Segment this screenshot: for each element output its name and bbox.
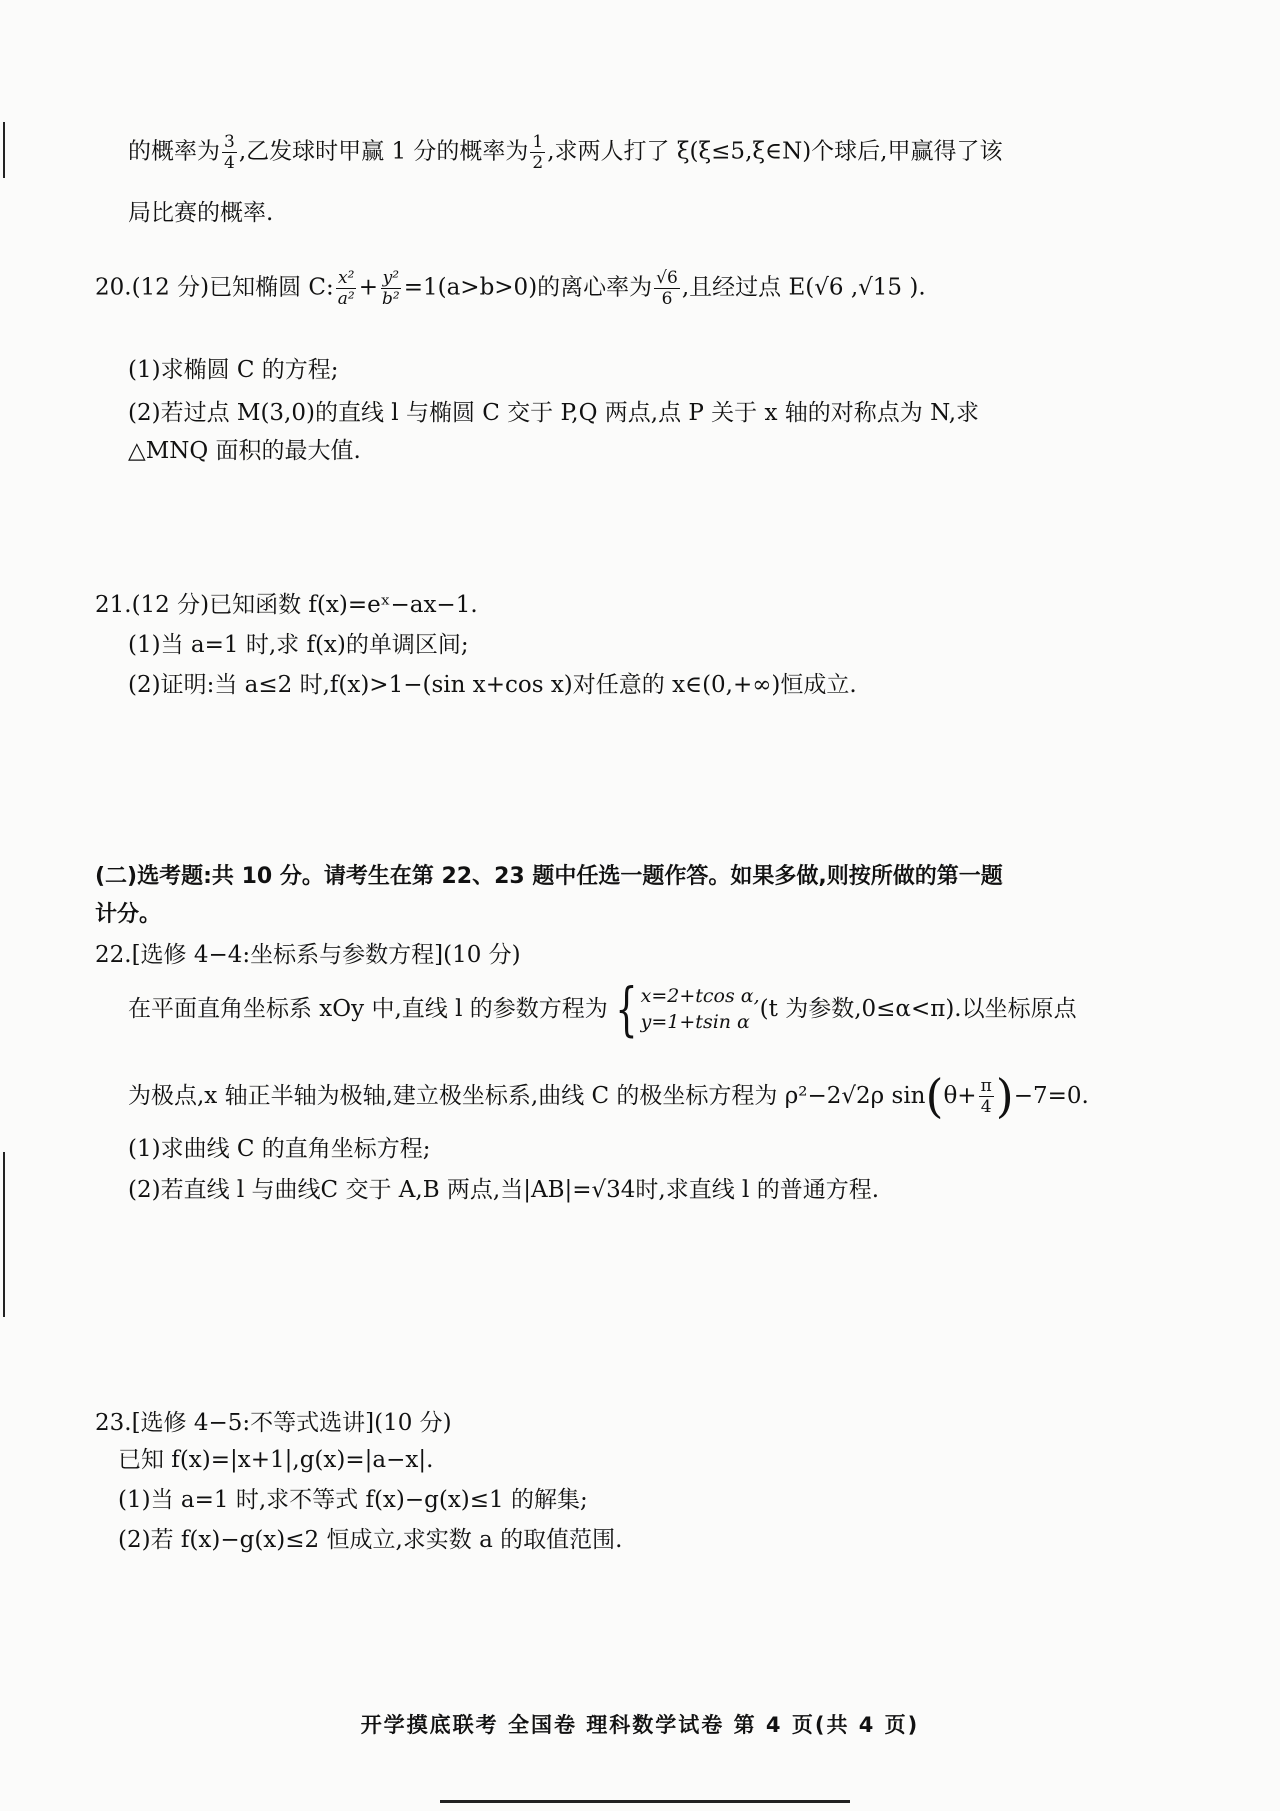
q21-head: 21.(12 分)已知函数 f(x)=eˣ−ax−1. <box>95 592 478 618</box>
q20-part1: (1)求椭圆 C 的方程; <box>128 357 339 383</box>
binding-mark-middle <box>3 1152 5 1317</box>
q22-head: 22.[选修 4−4:坐标系与参数方程](10 分) <box>95 942 521 968</box>
fraction-1-2: $\frac{1}{2}$ <box>532 132 544 173</box>
q21-part1: (1)当 a=1 时,求 f(x)的单调区间; <box>128 632 469 658</box>
bottom-rule <box>440 1800 850 1803</box>
page-footer: 开学摸底联考 全国卷 理科数学试卷 第 4 页(共 4 页) <box>360 1713 920 1737</box>
binding-mark-top <box>3 122 5 178</box>
q20-part2: (2)若过点 M(3,0)的直线 l 与椭圆 C 交于 P,Q 两点,点 P 关于 x 轴的对称点为 N,求 <box>128 400 980 426</box>
parametric-system: { x=2+tcos α, y=1+tsin α <box>615 975 760 1043</box>
q22-part2: (2)若直线 l 与曲线C 交于 A,B 两点,当|AB|=√34时,求直线 l 的普通方程. <box>128 1177 880 1203</box>
q20-head: 20.(12 分)已知椭圆 C: $\frac{\text{x²}}{\text{a²}}$ + $\frac{\text{y²}}{\text{b²}}$ =1(a>b>0)的离心率为 $\frac{√6}{6}$ ,且经过点 E(√6 ,√15 ). <box>95 268 926 309</box>
elective-instructions-cont: 计分。 <box>95 902 162 927</box>
q23-part1: (1)当 a=1 时,求不等式 f(x)−g(x)≤1 的解集; <box>118 1487 588 1513</box>
fraction-x2-a2: $\frac{\text{x²}}{\text{a²}}$ <box>337 268 355 309</box>
fraction-pi-4: $\frac{\pi}{4}$ <box>980 1075 992 1117</box>
fraction-sqrt6-6: $\frac{√6}{6}$ <box>656 268 678 309</box>
fraction-y2-b2: $\frac{\text{y²}}{\text{b²}}$ <box>382 268 400 309</box>
q20-part2-cont: △MNQ 面积的最大值. <box>128 438 361 464</box>
q23-head: 23.[选修 4−5:不等式选讲](10 分) <box>95 1410 452 1436</box>
q22-part1: (1)求曲线 C 的直角坐标方程; <box>128 1136 431 1162</box>
elective-instructions: (二)选考题:共 10 分。请考生在第 22、23 题中任选一题作答。如果多做,则按所做的第一题 <box>95 864 1003 889</box>
q19-line1: 的概率为 $\frac{3}{4}$ ,乙发球时甲赢 1 分的概率为 $\frac{1}{2}$ ,求两人打了 ξ(ξ≤5,ξ∈N)个球后,甲赢得了该 <box>128 132 1003 173</box>
q19-line2: 局比赛的概率. <box>128 200 274 226</box>
q21-part2: (2)证明:当 a≤2 时,f(x)>1−(sin x+cos x)对任意的 x∈(0,+∞)恒成立. <box>128 672 857 698</box>
q23-part2: (2)若 f(x)−g(x)≤2 恒成立,求实数 a 的取值范围. <box>118 1527 623 1553</box>
q22-line2: 为极点,x 轴正半轴为极轴,建立极坐标系,曲线 C 的极坐标方程为 ρ²−2√2ρ sin ( θ+ $\frac{\pi}{4}$ ) −7=0. <box>128 1069 1089 1123</box>
fraction-3-4: $\frac{3}{4}$ <box>224 132 235 173</box>
q22-line1: 在平面直角坐标系 xOy 中,直线 l 的参数方程为 { x=2+tcos α, y=1+tsin α (t 为参数,0≤α<π).以坐标原点 <box>128 975 1077 1043</box>
q23-given: 已知 f(x)=|x+1|,g(x)=|a−x|. <box>118 1447 434 1473</box>
